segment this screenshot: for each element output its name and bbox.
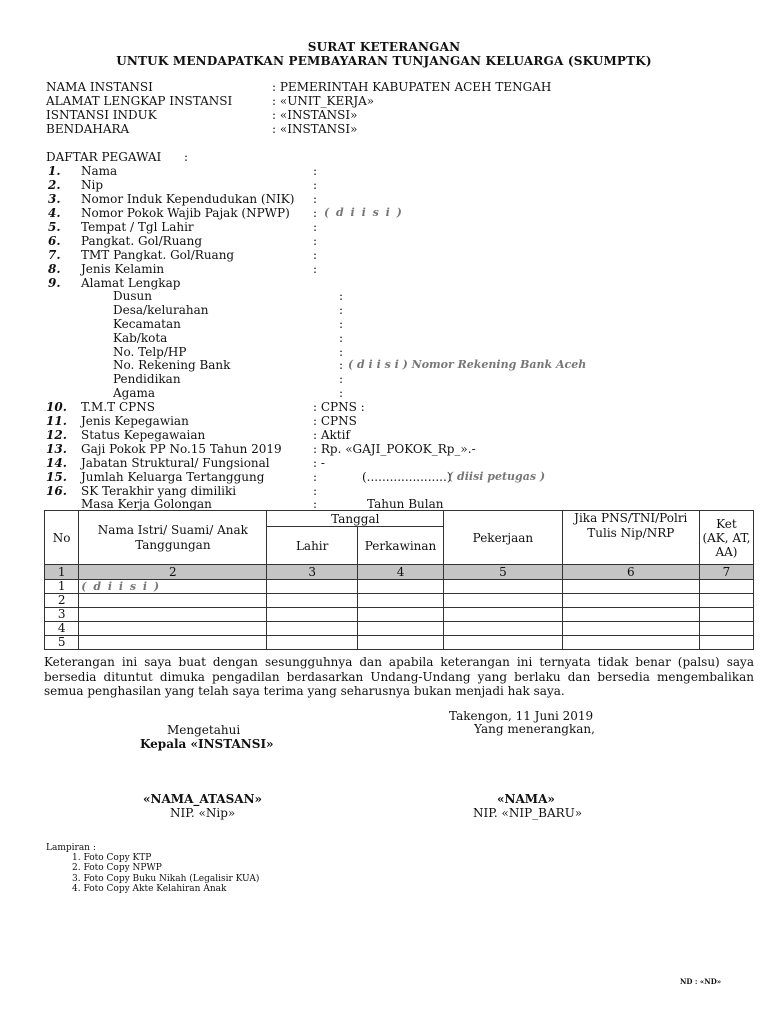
field-label-nama: Nama xyxy=(81,164,118,178)
column-index: 2 xyxy=(79,565,267,580)
mengetahui-label: Mengetahui xyxy=(167,723,241,737)
daftar-pegawai-label: DAFTAR PEGAWAI xyxy=(46,150,162,164)
table-row xyxy=(45,622,754,636)
col-header-lahir: Lahir xyxy=(267,527,357,565)
row-number: 5 xyxy=(45,636,79,650)
row-nip-cell xyxy=(562,636,699,650)
fill-note-petugas: ( diisi petugas ) xyxy=(448,470,546,483)
instansi-induk-label: ISNTANSI INDUK xyxy=(46,108,157,122)
row-nama-cell xyxy=(79,608,267,622)
row-nama-cell xyxy=(79,636,267,650)
column-index: 6 xyxy=(562,565,699,580)
row-lahir-cell xyxy=(267,622,357,636)
lampiran-item: 4. Foto Copy Akte Kelahiran Anak xyxy=(72,884,227,894)
field-label-jabatan: Jabatan Struktural/ Fungsional xyxy=(81,456,270,470)
row-nama-cell: ( d i i s i ) xyxy=(79,580,267,594)
row-ket-cell xyxy=(699,580,753,594)
instansi-name-value: : PEMERINTAH KABUPATEN ACEH TENGAH xyxy=(272,80,552,94)
fill-note-rekening: ( d i i s i ) Nomor Rekening Bank Aceh xyxy=(348,358,587,371)
field-value-pangkat: : xyxy=(313,234,318,248)
row-nip-cell xyxy=(562,594,699,608)
row-nip-cell xyxy=(562,580,699,594)
field-value-desa: : xyxy=(339,303,344,317)
field-label-jumlah-keluarga: Jumlah Keluarga Tertanggung xyxy=(81,470,265,484)
row-lahir-cell xyxy=(267,580,357,594)
row-number: 4 xyxy=(45,622,79,636)
item-number: 8. xyxy=(48,262,61,276)
field-value-nik: : xyxy=(313,192,318,206)
field-value-kecamatan: : xyxy=(339,317,344,331)
row-nama-cell xyxy=(79,594,267,608)
field-value-tmt-cpns: : CPNS : xyxy=(313,400,365,414)
field-value-gaji: : Rp. «GAJI_POKOK_Rp_».- xyxy=(313,442,476,456)
footer-nd: ND : «ND» xyxy=(680,977,722,986)
column-index: 4 xyxy=(357,565,443,580)
row-perkawinan-cell xyxy=(357,580,443,594)
col-header-nama: Nama Istri/ Suami/ Anak Tanggungan xyxy=(79,511,267,565)
field-label-telp: No. Telp/HP xyxy=(113,345,187,359)
field-label-nik: Nomor Induk Kependudukan (NIK) xyxy=(81,192,295,206)
col-header-ket: Ket (AK, AT, AA) xyxy=(699,511,753,565)
row-nip-cell xyxy=(562,622,699,636)
item-number: 4. xyxy=(48,206,61,220)
field-value-jabatan: : - xyxy=(313,456,325,470)
row-lahir-cell xyxy=(267,636,357,650)
field-value-jenis-kelamin: : xyxy=(313,262,318,276)
daftar-pegawai-colon: : xyxy=(184,150,189,164)
item-number: 11. xyxy=(46,414,67,428)
bendahara-value: : «INSTANSI» xyxy=(272,122,358,136)
field-value-ttl: : xyxy=(313,220,318,234)
row-perkawinan-cell xyxy=(357,636,443,650)
item-number: 2. xyxy=(48,178,61,192)
kepala-instansi: Kepala «INSTANSI» xyxy=(140,737,274,751)
dependents-table xyxy=(44,510,754,650)
nama-pegawai: «NAMA» xyxy=(497,792,555,806)
field-label-jenis-kepegawaian: Jenis Kepegawian xyxy=(81,414,189,428)
field-label-alamat: Alamat Lengkap xyxy=(81,276,181,290)
col-header-nip-nrp: Jika PNS/TNI/Polri Tulis Nip/NRP xyxy=(562,511,699,565)
col-header-tanggal: Tanggal xyxy=(267,511,444,527)
row-ket-cell xyxy=(699,594,753,608)
item-number: 14. xyxy=(46,456,67,470)
field-value-nama: : xyxy=(313,164,318,178)
field-label-agama: Agama xyxy=(113,386,156,400)
field-value-dusun: : xyxy=(339,289,344,303)
statement-paragraph: Keterangan ini saya buat dengan sesungguhnya dan apabila keterangan ini ternyata tidak benar (palsu) saya bersedia dituntut dimuka pengadilan berdasarkan Undang-Undang yang berlaku dan bersedia mengembalikan semua penghasilan yang telah saya terima yang seharusnya bukan menjadi hak saya. xyxy=(44,655,754,698)
field-value-nip: : xyxy=(313,178,318,192)
table-row xyxy=(45,580,754,594)
item-number: 3. xyxy=(48,192,61,206)
field-label-kecamatan: Kecamatan xyxy=(113,317,181,331)
column-index: 5 xyxy=(444,565,563,580)
field-value-telp: : xyxy=(339,345,344,359)
instansi-address-label: ALAMAT LENGKAP INSTANSI xyxy=(46,94,233,108)
item-number: 7. xyxy=(48,248,61,262)
row-number: 2 xyxy=(45,594,79,608)
field-label-kabkota: Kab/kota xyxy=(113,331,168,345)
document-subtitle: UNTUK MENDAPATKAN PEMBAYARAN TUNJANGAN KELUARGA (SKUMPTK) xyxy=(116,54,652,68)
col-header-perkawinan: Perkawinan xyxy=(357,527,443,565)
col-header-pekerjaan: Pekerjaan xyxy=(444,511,563,565)
lampiran-item: 2. Foto Copy NPWP xyxy=(72,863,162,873)
lampiran-item: 1. Foto Copy KTP xyxy=(72,853,152,863)
jumlah-keluarga-blank: (.....................) xyxy=(362,470,452,484)
row-pekerjaan-cell xyxy=(444,636,563,650)
field-value-kabkota: : xyxy=(339,331,344,345)
masa-kerja-units: Tahun Bulan xyxy=(367,497,444,511)
bendahara-label: BENDAHARA xyxy=(46,122,130,136)
instansi-induk-value: : «INSTANSI» xyxy=(272,108,358,122)
item-number: 5. xyxy=(48,220,61,234)
field-value-pendidikan: : xyxy=(339,372,344,386)
row-perkawinan-cell xyxy=(357,594,443,608)
table-row xyxy=(45,608,754,622)
column-index: 7 xyxy=(699,565,753,580)
field-label-ttl: Tempat / Tgl Lahir xyxy=(81,220,194,234)
field-label-pangkat: Pangkat. Gol/Ruang xyxy=(81,234,202,248)
field-label-npwp: Nomor Pokok Wajib Pajak (NPWP) xyxy=(81,206,290,220)
field-value-sk-terakhir: : xyxy=(313,484,318,498)
item-number: 13. xyxy=(46,442,67,456)
col-header-no: No xyxy=(45,511,79,565)
row-perkawinan-cell xyxy=(357,622,443,636)
row-number: 3 xyxy=(45,608,79,622)
field-label-dusun: Dusun xyxy=(113,289,152,303)
row-pekerjaan-cell xyxy=(444,594,563,608)
item-number: 1. xyxy=(48,164,61,178)
row-nama-cell xyxy=(79,622,267,636)
place-date: Takengon, 11 Juni 2019 xyxy=(449,709,594,723)
field-label-jenis-kelamin: Jenis Kelamin xyxy=(81,262,165,276)
field-value-jumlah-keluarga: : xyxy=(313,470,318,484)
field-value-tmt-pangkat: : xyxy=(313,248,318,262)
field-value-npwp: : xyxy=(313,206,318,220)
row-ket-cell xyxy=(699,608,753,622)
item-number: 6. xyxy=(48,234,61,248)
fill-note-npwp: ( d i i s i ) xyxy=(324,206,404,219)
field-value-masa-kerja: : xyxy=(313,497,318,511)
nip-atasan: NIP. «Nip» xyxy=(170,806,236,820)
field-label-pendidikan: Pendidikan xyxy=(113,372,181,386)
row-ket-cell xyxy=(699,636,753,650)
field-label-rekening: No. Rekening Bank xyxy=(113,358,231,372)
item-number: 12. xyxy=(46,428,67,442)
field-label-gaji: Gaji Pokok PP No.15 Tahun 2019 xyxy=(81,442,282,456)
document-title: SURAT KETERANGAN xyxy=(307,40,461,54)
field-label-tmt-pangkat: TMT Pangkat. Gol/Ruang xyxy=(81,248,235,262)
table-row xyxy=(45,594,754,608)
item-number: 10. xyxy=(46,400,67,414)
item-number: 15. xyxy=(46,470,67,484)
field-value-jenis-kepegawaian: : CPNS xyxy=(313,414,357,428)
yang-menerangkan: Yang menerangkan, xyxy=(474,722,595,736)
field-label-desa: Desa/kelurahan xyxy=(113,303,209,317)
lampiran-item: 3. Foto Copy Buku Nikah (Legalisir KUA) xyxy=(72,874,260,884)
row-pekerjaan-cell xyxy=(444,608,563,622)
field-value-agama: : xyxy=(339,386,344,400)
row-ket-cell xyxy=(699,622,753,636)
item-number: 9. xyxy=(48,276,61,290)
field-label-sk-terakhir: SK Terakhir yang dimiliki xyxy=(81,484,237,498)
field-value-status: : Aktif xyxy=(313,428,350,442)
row-pekerjaan-cell xyxy=(444,580,563,594)
instansi-name-label: NAMA INSTANSI xyxy=(46,80,153,94)
lampiran-title: Lampiran : xyxy=(46,843,96,853)
field-label-status: Status Kepegawaian xyxy=(81,428,206,442)
row-nip-cell xyxy=(562,608,699,622)
field-label-nip: Nip xyxy=(81,178,104,192)
field-label-tmt-cpns: T.M.T CPNS xyxy=(81,400,155,414)
nama-atasan: «NAMA_ATASAN» xyxy=(143,792,263,806)
instansi-address-value: : «UNIT_KERJA» xyxy=(272,94,375,108)
field-value-rekening: : xyxy=(339,358,344,372)
row-number: 1 xyxy=(45,580,79,594)
row-pekerjaan-cell xyxy=(444,622,563,636)
row-perkawinan-cell xyxy=(357,608,443,622)
table-row xyxy=(45,636,754,650)
column-index: 1 xyxy=(45,565,79,580)
item-number: 16. xyxy=(46,484,67,498)
field-label-masa-kerja: Masa Kerja Golongan xyxy=(81,497,212,511)
nip-pegawai: NIP. «NIP_BARU» xyxy=(473,806,583,820)
column-index: 3 xyxy=(267,565,357,580)
row-lahir-cell xyxy=(267,594,357,608)
row-lahir-cell xyxy=(267,608,357,622)
